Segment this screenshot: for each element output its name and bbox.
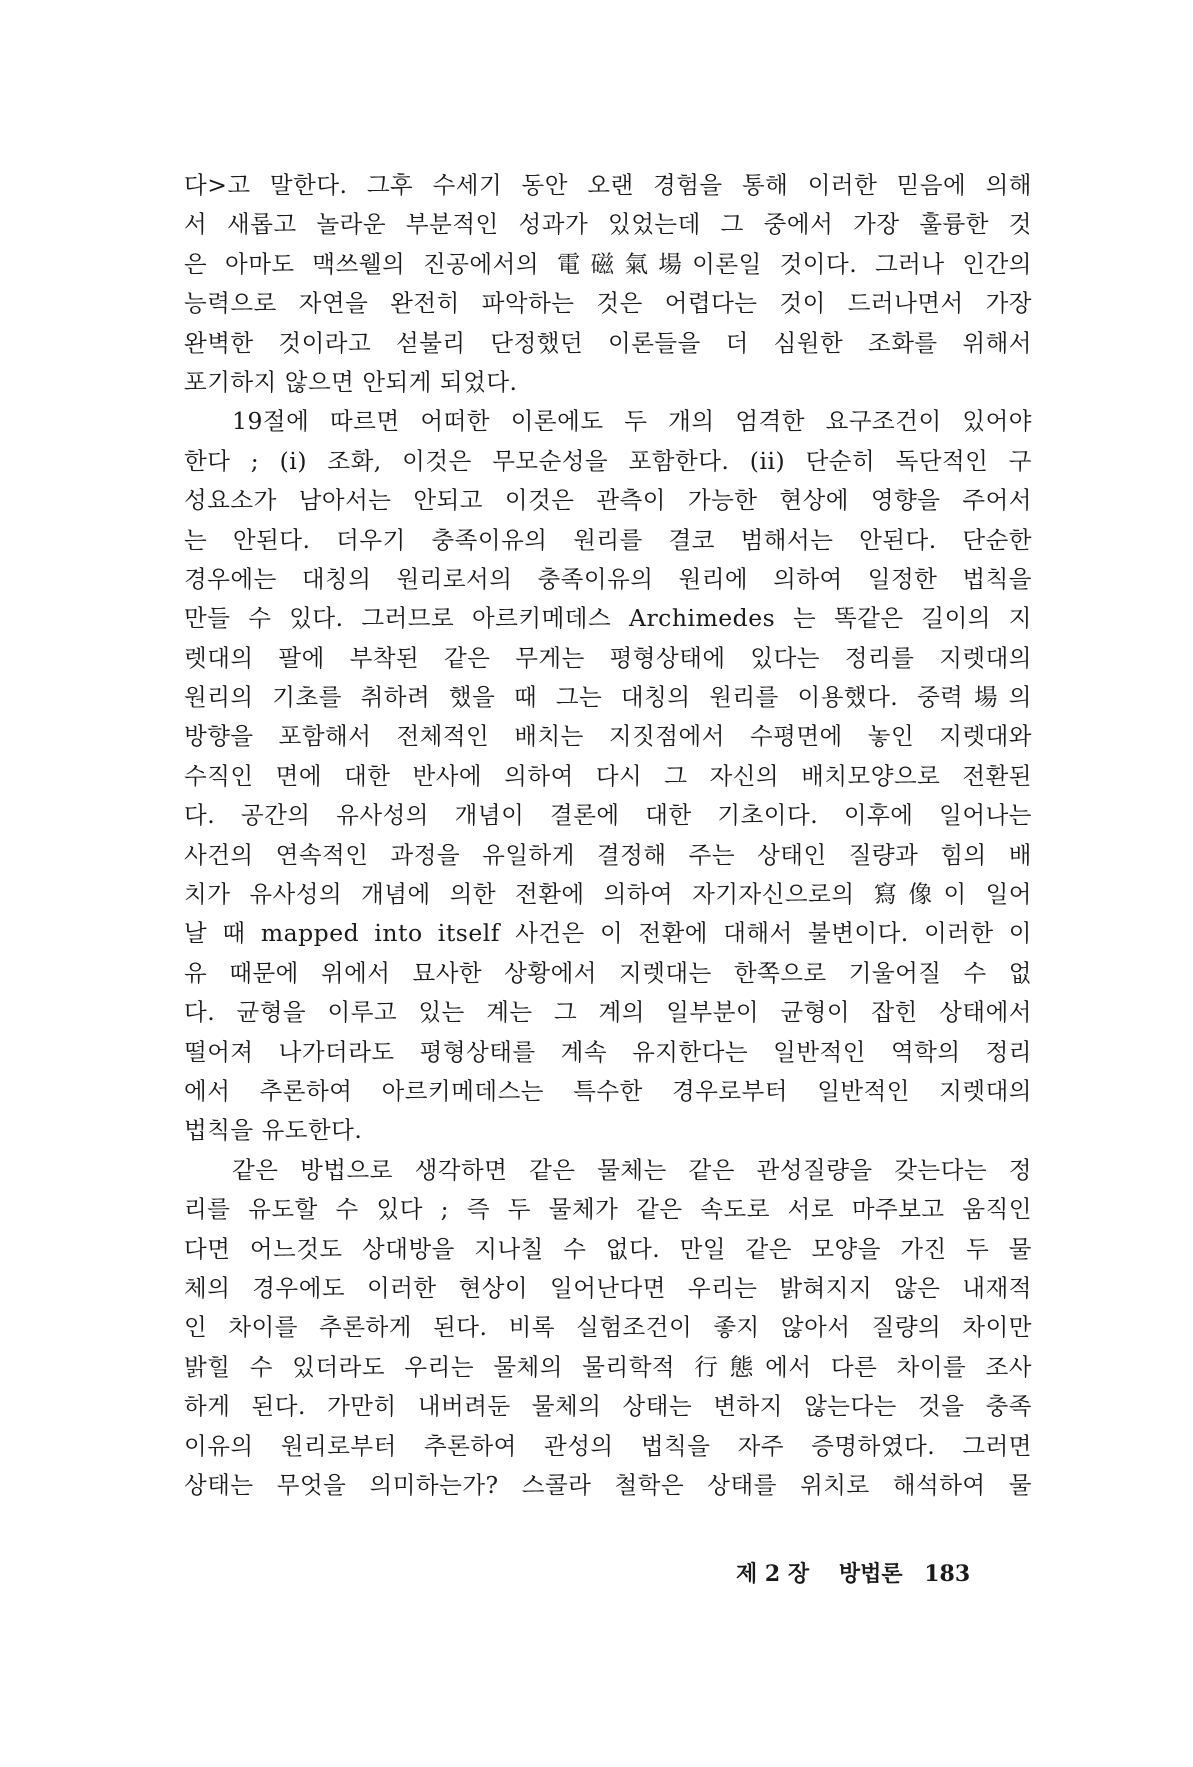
text-line: 리를 유도할 수 있다 ; 즉 두 물체가 같은 속도로 서로 마주보고 움직인 — [184, 1195, 1032, 1224]
text-line: 다. 공간의 유사성의 개념이 결론에 대한 기초이다. 이후에 일어나는 — [184, 801, 1032, 830]
text-line: 서 새롭고 놀라운 부분적인 성과가 있었는데 그 중에서 가장 훌륭한 것 — [184, 210, 1032, 239]
text-line: 한다 ; (i) 조화, 이것은 무모순성을 포함한다. (ii) 단순히 독단적인 구 — [184, 446, 1032, 475]
section-title: 방법론 — [838, 1561, 903, 1587]
text-line: 경우에는 대칭의 원리로서의 충족이유의 원리에 의하여 일정한 법칙을 — [184, 564, 1032, 593]
text-line: 인 차이를 추론하게 된다. 비록 실험조건이 좋지 않아서 질량의 차이만 — [184, 1313, 1032, 1342]
text-line: 상태는 무엇을 의미하는가? 스콜라 철학은 상태를 위치로 해석하여 물 — [184, 1470, 1032, 1499]
text-line: 같은 방법으로 생각하면 같은 물체는 같은 관성질량을 갖는다는 정 — [232, 1155, 1032, 1184]
chapter-label: 제 2 장 — [736, 1561, 810, 1587]
body-text — [184, 166, 1032, 1505]
text-line: 밝힐 수 있더라도 우리는 물체의 물리학적 行態에서 다른 차이를 조사 — [184, 1352, 1032, 1381]
text-line: 유 때문에 위에서 묘사한 상황에서 지렛대는 한쪽으로 기울어질 수 없 — [184, 958, 1032, 987]
text-line: 는 안된다. 더우기 충족이유의 원리를 결코 범해서는 안된다. 단순한 — [184, 525, 1032, 554]
text-line: 능력으로 자연을 완전히 파악하는 것은 어렵다는 것이 드러나면서 가장 — [184, 289, 1032, 318]
text-line: 수직인 면에 대한 반사에 의하여 다시 그 자신의 배치모양으로 전환된 — [184, 761, 1032, 790]
text-line: 떨어져 나가더라도 평형상태를 계속 유지한다는 일반적인 역학의 정리 — [184, 1037, 1032, 1066]
text-line: 19절에 따르면 어떠한 이론에도 두 개의 엄격한 요구조건이 있어야 — [232, 407, 1032, 436]
text-line: 체의 경우에도 이러한 현상이 일어난다면 우리는 밝혀지지 않은 내재적 — [184, 1273, 1032, 1302]
text-line: 다. 균형을 이루고 있는 계는 그 계의 일부분이 균형이 잡힌 상태에서 — [184, 998, 1032, 1027]
text-line: 성요소가 남아서는 안되고 이것은 관측이 가능한 현상에 영향을 주어서 — [184, 486, 1032, 515]
text-line: 렛대의 팔에 부착된 같은 무게는 평형상태에 있다는 정리를 지렛대의 — [184, 643, 1032, 672]
text-line: 완벽한 것이라고 섣불리 단정했던 이론들을 더 심원한 조화를 위해서 — [184, 328, 1032, 357]
text-line: 방향을 포함해서 전체적인 배치는 지짓점에서 수평면에 놓인 지렛대와 — [184, 722, 1032, 751]
text-line: 원리의 기초를 취하려 했을 때 그는 대칭의 원리를 이용했다. 중력場의 — [184, 683, 1032, 712]
text-line: 은 아마도 맥쓰웰의 진공에서의 電磁氣場이론일 것이다. 그러나 인간의 — [184, 249, 1032, 278]
page-number: 183 — [924, 1561, 971, 1587]
text-line: 이유의 원리로부터 추론하여 관성의 법칙을 자주 증명하였다. 그러면 — [184, 1431, 1032, 1460]
text-line: 포기하지 않으면 안되게 되었다. — [184, 367, 518, 396]
text-line: 법칙을 유도한다. — [184, 1116, 363, 1145]
text-line: 다면 어느것도 상대방을 지나칠 수 없다. 만일 같은 모양을 가진 두 물 — [184, 1234, 1032, 1263]
text-line: 만들 수 있다. 그러므로 아르키메데스 Archimedes 는 똑같은 길이의 지 — [184, 604, 1032, 633]
text-line: 치가 유사성의 개념에 의한 전환에 의하여 자기자신으로의 寫像이 일어 — [184, 880, 1032, 909]
text-line: 사건의 연속적인 과정을 유일하게 결정해 주는 상태인 질량과 힘의 배 — [184, 840, 1032, 869]
text-line: 에서 추론하여 아르키메데스는 특수한 경우로부터 일반적인 지렛대의 — [184, 1076, 1032, 1105]
page-footer — [736, 1557, 970, 1588]
text-line: 날 때 mapped into itself 사건은 이 전환에 대해서 불변이다. 이러한 이 — [184, 919, 1032, 948]
text-line: 다>고 말한다. 그후 수세기 동안 오랜 경험을 통해 이러한 믿음에 의해 — [184, 171, 1032, 199]
text-line: 하게 된다. 가만히 내버려둔 물체의 상태는 변하지 않는다는 것을 충족 — [184, 1392, 1032, 1421]
